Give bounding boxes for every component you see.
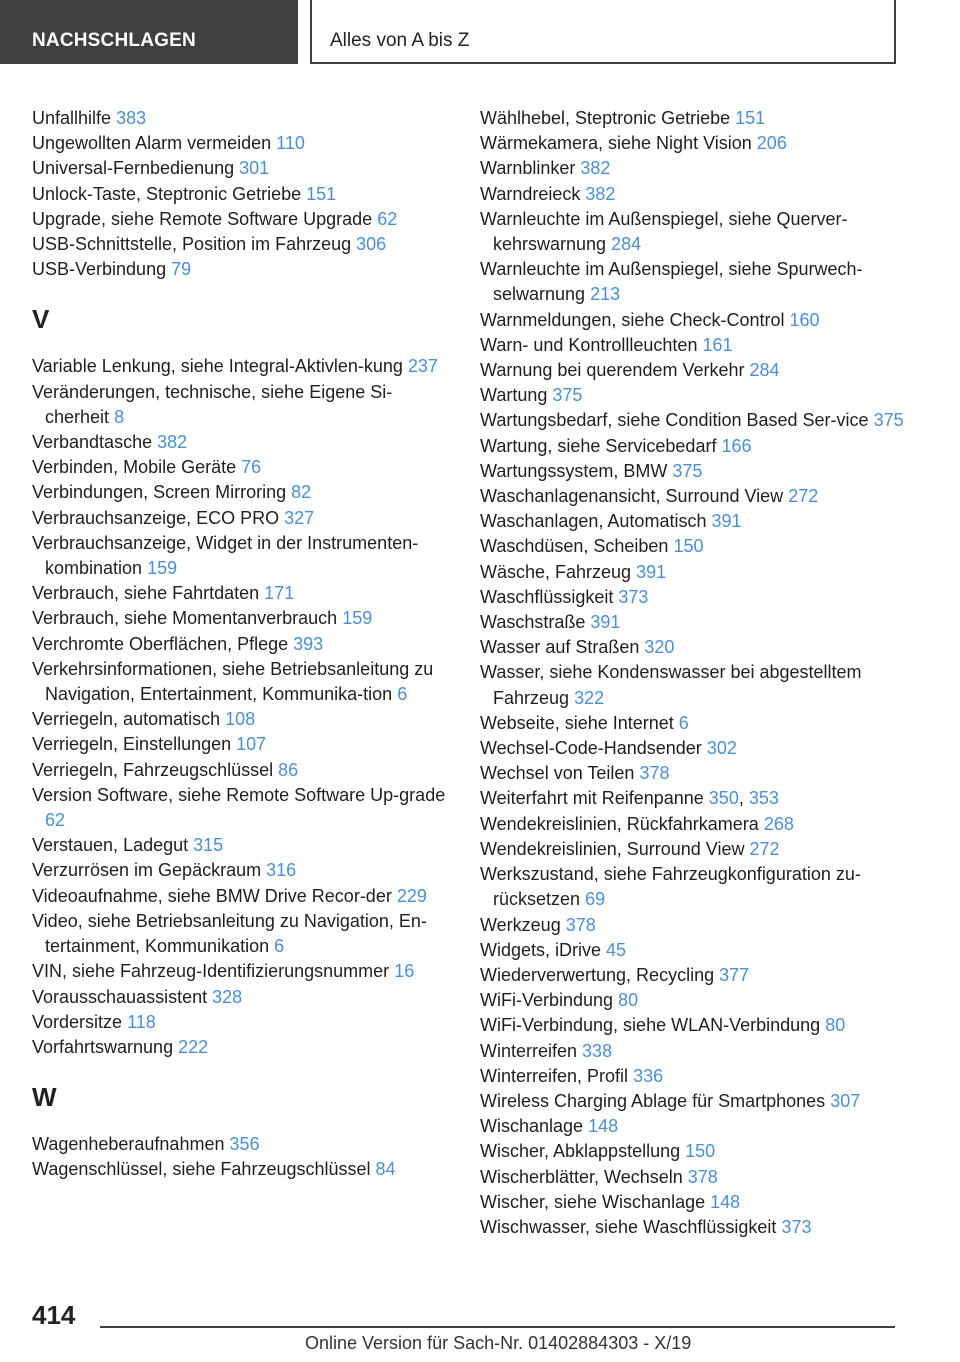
page-reference-link[interactable]: 382 [580,158,611,179]
index-entry-text: USB-Verbindung [32,259,167,280]
index-entry: Weiterfahrt mit Reifenpanne 350, 353 [480,788,779,809]
page-reference-link[interactable]: 6 [274,936,285,957]
section-label: NACHSCHLAGEN [32,30,196,51]
page-reference-link[interactable]: 378 [565,914,596,935]
index-entry [480,913,920,938]
index-entry-text: Wendekreislinien, Rückfahrkamera [480,813,759,834]
page-reference-link[interactable]: 160 [789,309,820,330]
index-entry-text: Ungewollten Alarm vermeiden [32,133,272,154]
index-entry [32,156,452,181]
index-entry-text: Werkzeug [480,914,561,935]
index-entry-text: Verriegeln, automatisch [32,709,221,730]
index-letter-heading: V [32,304,50,335]
page-reference-link[interactable]: 393 [293,633,324,654]
index-entry [32,707,452,732]
index-entry-text: Werkszustand, siehe Fahrzeugkonfiguration zu-rücksetzen [480,864,861,910]
page-reference-link[interactable]: 82 [291,482,312,503]
index-entry-text: Verbrauch, siehe Fahrtdaten [32,583,260,604]
index-entry [480,484,920,509]
index-entry-text: Verbrauchsanzeige, ECO PRO [32,507,280,528]
page-reference-link[interactable]: 328 [212,986,243,1007]
page-reference-link[interactable]: 336 [633,1065,664,1086]
index-entry-text: Verbrauchsanzeige, Widget in der Instrumenten-kombination [32,532,419,579]
index-entry [480,938,920,963]
index-entry-text: Wendekreislinien, Surround View [480,838,745,859]
page-reference-link[interactable]: 148 [588,1116,619,1137]
index-entry [480,585,920,610]
index-entry [480,534,920,559]
page-reference-link[interactable]: 375 [552,385,583,406]
index-entry [32,455,452,480]
index-entry [480,711,920,736]
index-entry [32,606,452,631]
index-entry [480,1039,920,1064]
index-entry [480,660,920,710]
index-entry [480,257,920,307]
page-reference-link[interactable]: 76 [241,457,262,478]
page-reference-link[interactable]: 284 [749,360,780,381]
page-reference-link[interactable]: 150 [673,536,704,557]
index-entry [32,354,452,379]
index-entry-text: Winterreifen [480,1040,578,1061]
index-entry [32,985,452,1010]
index-entry-text: Winterreifen, Profil [480,1065,629,1086]
index-entry-text: Webseite, siehe Internet [480,712,674,733]
index-entry [32,207,452,232]
page-reference-link[interactable]: 377 [719,964,750,985]
index-entry [32,632,452,657]
index-entry [32,380,452,430]
page-reference-link[interactable]: 229 [396,885,427,906]
index-entry-text: Version Software, siehe Remote Software Up-grade [32,784,446,805]
index-entry-text: Wartungsbedarf, siehe Condition Based Ser-vice [480,410,869,431]
index-entry-text: Verbrauch, siehe Momentanverbrauch [32,608,338,629]
chapter-tab [310,0,896,64]
index-entry-text: Wischanlage [480,1116,584,1137]
page-reference-link[interactable]: 171 [264,583,295,604]
index-entry-text: Vordersitze [32,1011,123,1032]
index-entry [480,761,920,786]
index-entry [480,635,920,660]
index-entry [32,858,452,883]
index-entry-text: VIN, siehe Fahrzeug-Identifizierungsnummer [32,961,390,982]
page-reference-link[interactable]: 375 [672,460,703,481]
index-entry-text: Vorfahrtswarnung [32,1036,174,1057]
index-entry [480,1013,920,1038]
index-entry [480,1139,920,1164]
index-entry [480,837,920,862]
index-entry [480,509,920,534]
page-reference-link[interactable]: 45 [606,939,627,960]
index-entry-text: Waschstraße [480,612,586,633]
index-entry-text: Wireless Charging Ablage für Smartphones [480,1090,826,1111]
page-reference-link[interactable]: 353 [748,788,779,809]
index-entry [480,207,920,257]
index-entry-text: Universal-Fernbedienung [32,158,235,179]
index-entry-text: Widgets, iDrive [480,939,602,960]
page-reference-link[interactable]: 16 [394,961,415,982]
index-entry [32,531,452,581]
page-reference-link[interactable]: 80 [825,1015,846,1036]
footer-divider [100,1326,895,1328]
index-entry [32,1010,452,1035]
index-entry-text: Verstauen, Ladegut [32,835,189,856]
page-reference-link[interactable]: 350 [708,788,739,809]
index-entry-text: Wasser auf Straßen [480,637,640,658]
index-entry-text: Waschanlagenansicht, Surround View [480,486,784,507]
index-entry-text: Warnleuchte im Außenspiegel, siehe Spurwech-selwarnung [480,259,863,305]
page-reference-link[interactable]: 375 [873,410,904,431]
index-entry-text: Waschflüssigkeit [480,586,614,607]
index-entry-text: Verzurrösen im Gepäckraum [32,860,262,881]
online-version-note: Online Version für Sach-Nr. 01402884303 - X/19 [305,1333,692,1353]
page-reference-link[interactable]: 148 [710,1191,741,1212]
index-entry-text: Wechsel von Teilen [480,763,635,784]
page-reference-link[interactable]: 107 [236,734,267,755]
index-entry [480,408,920,433]
index-entry [480,333,920,358]
page-reference-link[interactable]: 166 [721,435,752,456]
index-entry [32,581,452,606]
page-reference-link[interactable]: 108 [225,709,256,730]
index-entry-text: Wagenschlüssel, siehe Fahrzeugschlüssel [32,1159,371,1180]
index-entry-text: Verriegeln, Fahrzeugschlüssel [32,759,274,780]
page-reference-link[interactable]: 206 [756,133,787,154]
index-entry [32,182,452,207]
page-reference-link[interactable]: 322 [574,687,605,708]
index-entry [32,959,452,984]
index-entry [32,232,452,257]
page-reference-link[interactable]: 378 [639,763,670,784]
index-entry-text: Warndreieck [480,183,581,204]
index-entry-text: USB-Schnittstelle, Position im Fahrzeug [32,234,352,255]
page-reference-link[interactable]: 378 [687,1166,718,1187]
index-entry [32,884,452,909]
index-entry [480,1089,920,1114]
index-entry [480,560,920,585]
page-reference-link[interactable]: 320 [644,637,675,658]
index-entry-text: Upgrade, siehe Remote Software Upgrade [32,208,373,229]
page-reference-link[interactable]: 272 [749,838,780,859]
page-reference-link[interactable]: 161 [702,334,733,355]
page-reference-link[interactable]: 356 [229,1134,260,1155]
index-entry-text: Wartung, siehe Servicebedarf [480,435,717,456]
index-entry-text: Wasser, siehe Kondenswasser bei abgestelltem Fahrzeug [480,662,862,708]
page-reference-link[interactable]: 151 [735,108,766,128]
index-entry-text: Unfallhilfe [32,108,112,128]
index-entry-text: Warnung bei querendem Verkehr [480,360,745,381]
index-entry-text: Wagenheberaufnahmen [32,1134,225,1155]
index-entry [32,430,452,455]
index-entry [480,963,920,988]
page-reference-link[interactable]: 79 [171,259,192,280]
index-entry [480,106,920,131]
page-header [0,0,960,68]
index-entry-text: Warnleuchte im Außenspiegel, siehe Querver-kehrswarnung [480,208,848,255]
page-number: 414 [32,1300,76,1330]
index-entry [480,156,920,181]
index-entry-text: Verriegeln, Einstellungen [32,734,232,755]
index-entry-text: Wischer, Abklappstellung [480,1141,681,1162]
page-reference-link[interactable]: 268 [763,813,794,834]
index-entry [480,988,920,1013]
page-reference-link[interactable]: 315 [193,835,224,856]
index-entry-text: Wiederverwertung, Recycling [480,964,715,985]
index-entry [32,257,452,282]
page-reference-link[interactable]: 306 [356,234,387,255]
index-entry [32,732,452,757]
index-entry [480,358,920,383]
page-reference-link[interactable]: 80 [618,990,639,1011]
index-column-left [32,106,452,1183]
page-reference-link[interactable]: 391 [590,612,621,633]
index-entry-text: Vorausschauassistent [32,986,208,1007]
index-entry [480,1215,920,1240]
index-entry-text: Wartungssystem, BMW [480,460,668,481]
index-entry [32,783,452,833]
index-entry [480,182,920,207]
index-entry [32,758,452,783]
page-reference-link[interactable]: 159 [342,608,373,629]
index-entry [32,833,452,858]
index-entry-text: Warnmeldungen, siehe Check-Control [480,309,785,330]
index-entry-text: Verbandtasche [32,432,153,453]
index-entry [480,812,920,837]
index-entry [480,459,920,484]
index-entry [32,657,452,707]
index-entry [480,1190,920,1215]
section-tab [0,0,298,64]
index-entry-text: Wechsel-Code-Handsender [480,738,702,759]
page-reference-link[interactable]: 84 [375,1159,396,1180]
index-entry-text: Warn- und Kontrollleuchten [480,334,698,355]
page-reference-link[interactable]: 391 [711,511,742,532]
index-entry-text: Wäsche, Fahrzeug [480,561,632,582]
index-entry-text: Waschanlagen, Automatisch [480,511,707,532]
index-entry-text: Verkehrsinformationen, siehe Betriebsanleitung zu Navigation, Entertainment, Kommunika-tion [32,658,434,705]
index-entry-text: WiFi-Verbindung, siehe WLAN-Verbindung [480,1015,821,1036]
page-reference-link[interactable]: 307 [830,1090,861,1111]
index-entry [480,1165,920,1190]
index-entry [480,1064,920,1089]
page-reference-link[interactable]: 302 [706,738,737,759]
page-reference-link[interactable]: 382 [157,432,188,453]
page-reference-link[interactable]: 151 [306,183,337,204]
page-reference-link[interactable]: 62 [45,810,66,831]
page-reference-link[interactable]: 213 [590,284,621,305]
page-reference-link[interactable]: 159 [147,558,178,579]
page-reference-link[interactable]: 327 [284,507,315,528]
index-entry [480,131,920,156]
chapter-title: Alles von A bis Z [330,30,470,51]
index-entry [480,610,920,635]
page-reference-link[interactable]: 316 [266,860,297,881]
index-entry [480,862,920,912]
index-entry-text: Wählhebel, Steptronic Getriebe [480,108,731,128]
index-entry-text: Variable Lenkung, siehe Integral-Aktivlen-kung [32,356,403,377]
index-entry-text: Waschdüsen, Scheiben [480,536,669,557]
index-entry-text: Weiterfahrt mit Reifenpanne [480,788,704,809]
index-entry [480,434,920,459]
index-letter-heading: W [32,1082,57,1113]
page-reference-link[interactable]: 284 [611,234,642,255]
page-reference-link[interactable]: 118 [127,1011,156,1032]
index-entry [32,131,452,156]
index-entry [480,736,920,761]
page-reference-link[interactable]: 237 [407,356,438,377]
page-reference-link[interactable]: 373 [781,1216,812,1237]
index-entry-text: Video, siehe Betriebsanleitung zu Navigation, En-tertainment, Kommunikation [32,910,427,957]
index-entry-text: Veränderungen, technische, siehe Eigene Si-cherheit [32,381,393,427]
index-entry-text: Verchromte Oberflächen, Pflege [32,633,289,654]
page-reference-link[interactable]: 391 [636,561,667,582]
page-reference-link[interactable]: 8 [114,406,125,427]
index-entry-text: Wischer, siehe Wischanlage [480,1191,706,1212]
page-reference-link[interactable]: 6 [397,684,408,705]
page-reference-link[interactable]: 222 [178,1036,209,1057]
page-reference-link[interactable]: 272 [788,486,819,507]
index-entry [480,1114,920,1139]
page-reference-link[interactable]: 373 [618,586,649,607]
index-entry [32,1132,452,1157]
index-entry [32,106,452,131]
page-reference-link[interactable]: 301 [239,158,270,179]
index-entry-text: Unlock-Taste, Steptronic Getriebe [32,183,302,204]
index-entry-text: Verbinden, Mobile Geräte [32,457,237,478]
index-entry-text: Wischwasser, siehe Waschflüssigkeit [480,1216,777,1237]
page-reference-link[interactable]: 150 [685,1141,716,1162]
index-entry-text: Videoaufnahme, siehe BMW Drive Recor-der [32,885,392,906]
page-reference-link[interactable]: 62 [377,208,398,229]
index-entry [32,1035,452,1060]
index-entry-text: Warnblinker [480,158,576,179]
index-entry-text: WiFi-Verbindung [480,990,614,1011]
index-entry [480,383,920,408]
index-entry [32,480,452,505]
page-reference-link[interactable]: 6 [678,712,689,733]
page-reference-link[interactable]: 110 [276,133,305,154]
page-reference-link[interactable]: 382 [585,183,616,204]
page-reference-link[interactable]: 86 [278,759,299,780]
page-reference-link[interactable]: 338 [582,1040,613,1061]
page-reference-link[interactable]: 383 [116,108,147,128]
index-entry-text: Wischerblätter, Wechseln [480,1166,683,1187]
index-column-right [480,106,920,1240]
index-entry-text: Wartung [480,385,548,406]
index-entry [32,1157,452,1182]
page-reference-link[interactable]: 69 [585,889,606,910]
index-entry [32,506,452,531]
index-entry [32,909,452,959]
index-entry-text: Verbindungen, Screen Mirroring [32,482,287,503]
index-entry-text: Wärmekamera, siehe Night Vision [480,133,752,154]
index-entry [480,308,920,333]
